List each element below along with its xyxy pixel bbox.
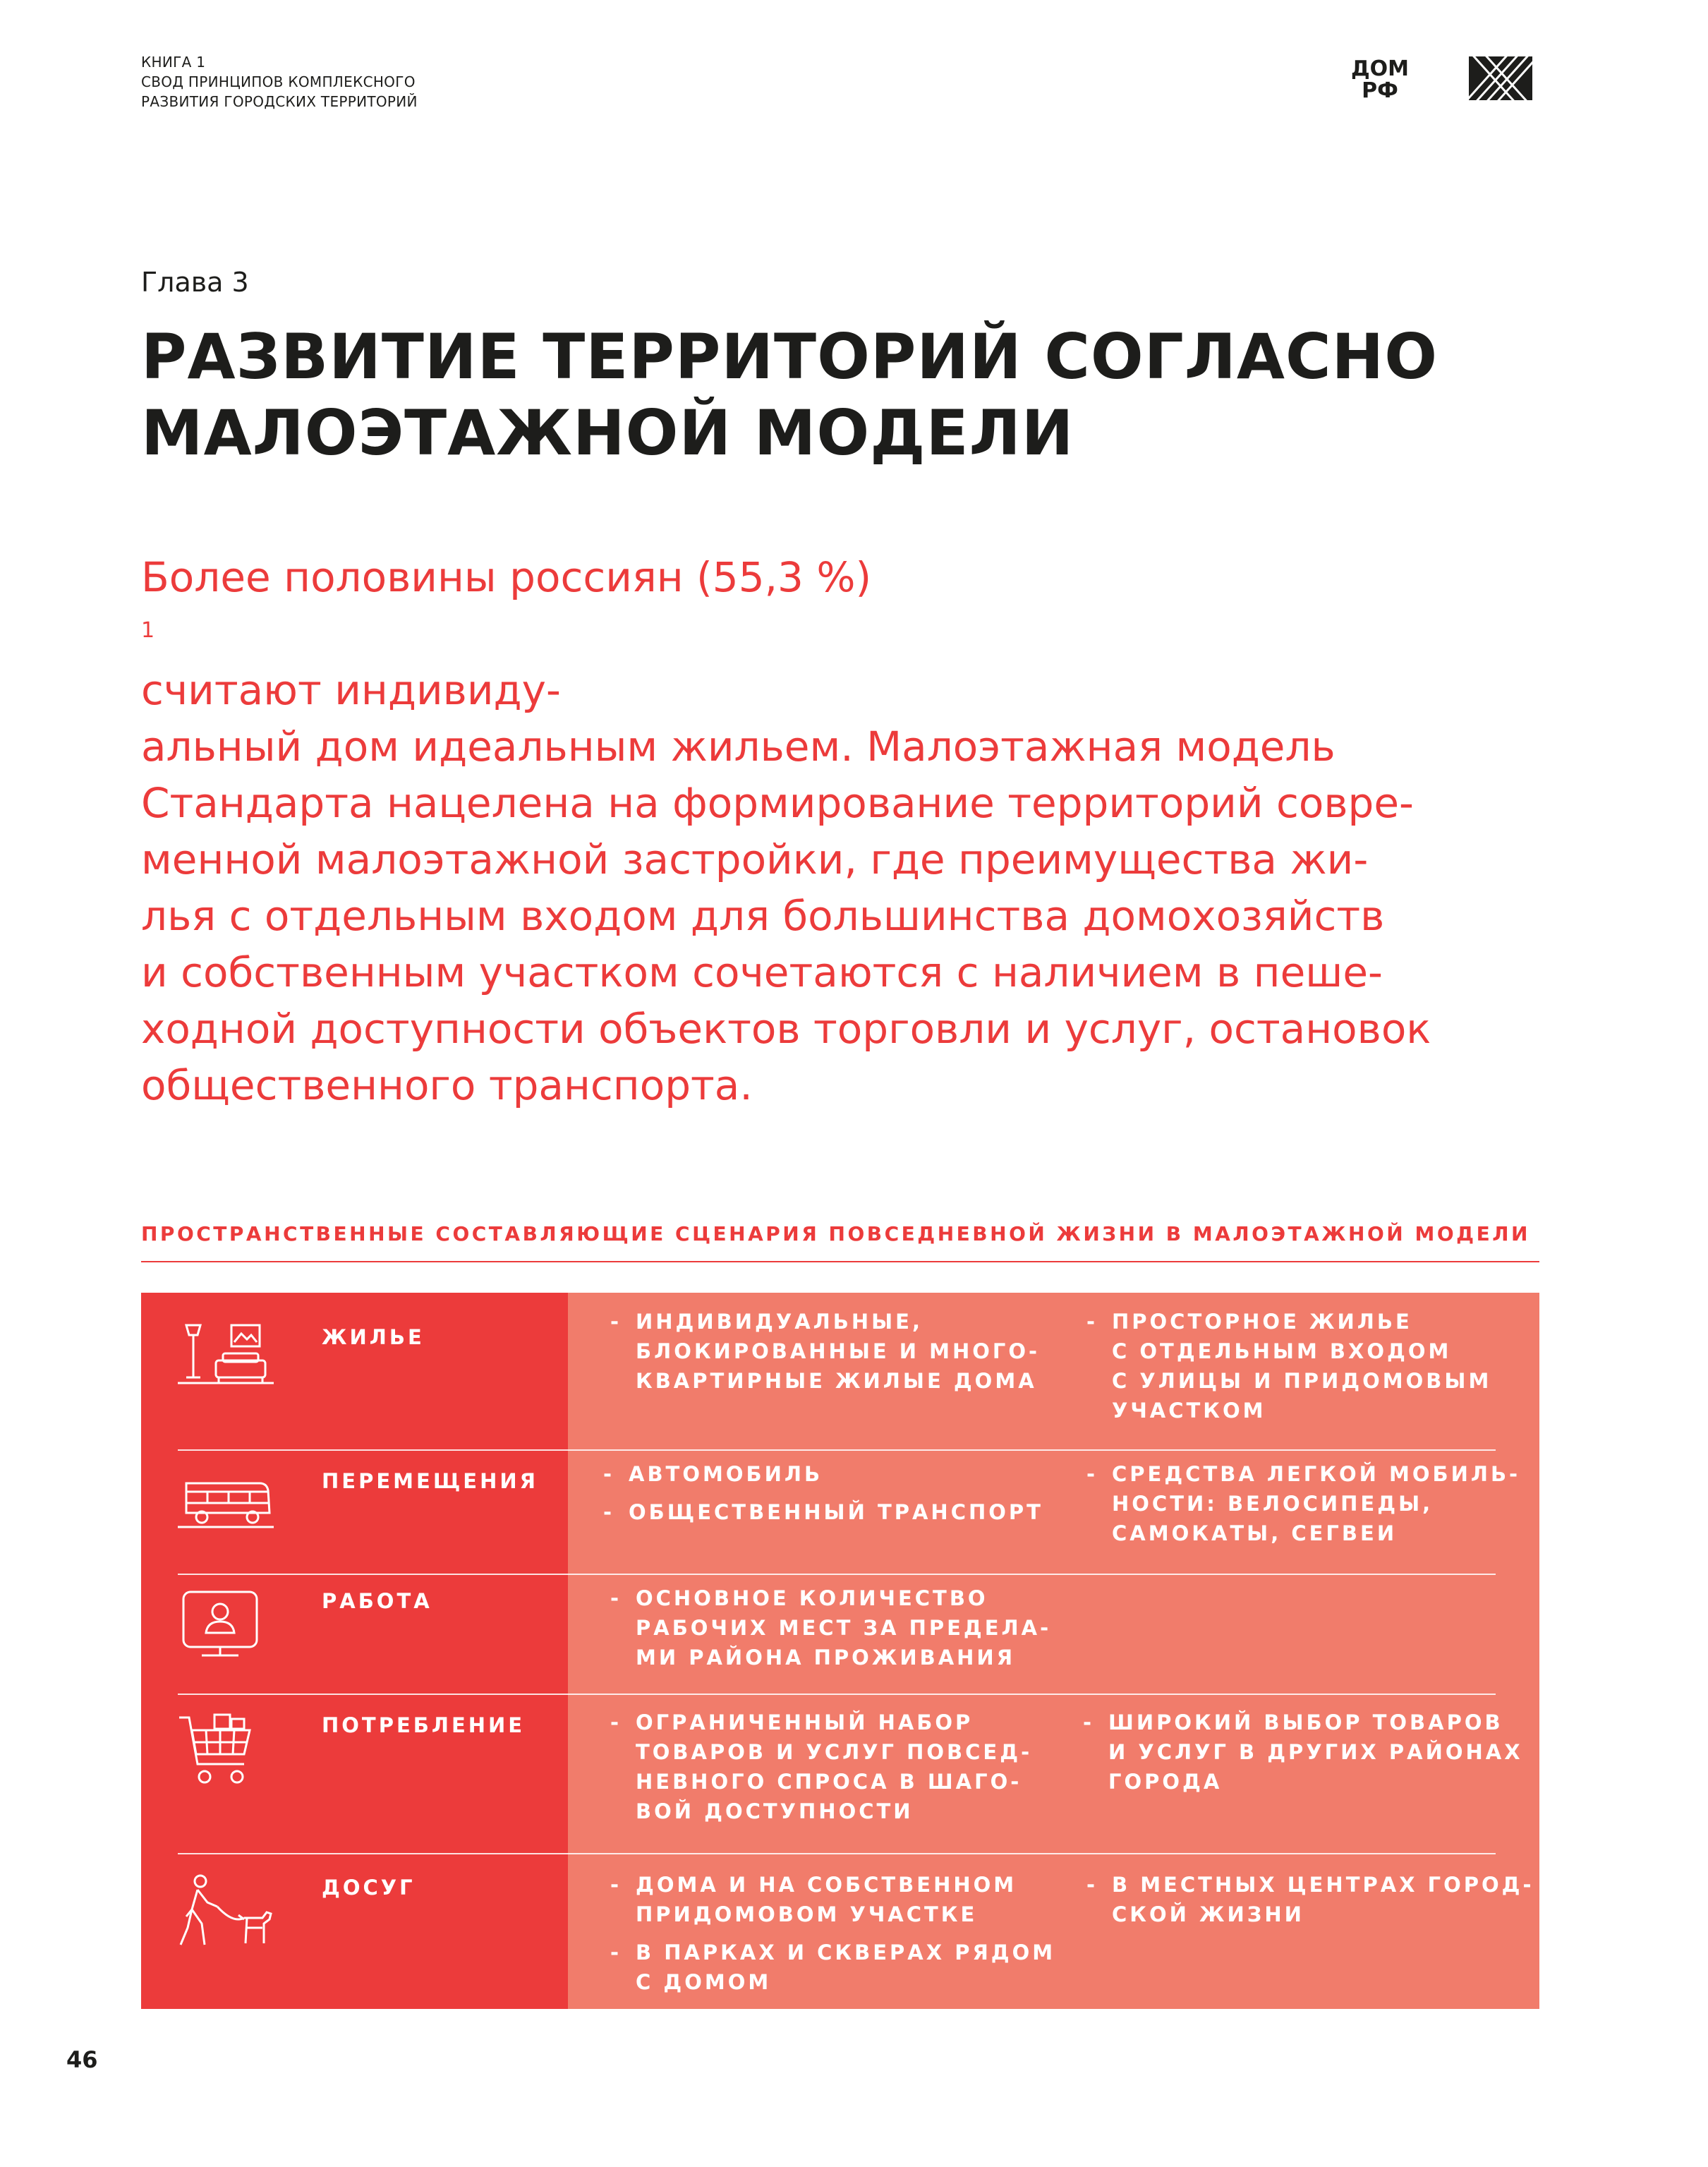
book-header-line: КНИГА 1 <box>141 54 206 71</box>
pattern-logo <box>1469 56 1532 100</box>
table-row-work <box>141 1574 1539 1694</box>
table-row-consumption <box>141 1694 1539 1853</box>
row-label: ЖИЛЬЕ <box>322 1325 425 1349</box>
table-row-leisure <box>141 1853 1539 2009</box>
list-item: - ОГРАНИЧЕННЫЙ НАБОР ТОВАРОВ И УСЛУГ ПОВСЕД- НЕВНОГО СПРОСА В ШАГО- ВОЙ ДОСТУПНОСТИ <box>610 1708 1032 1826</box>
row-label: РАБОТА <box>322 1589 432 1613</box>
list-item: - ДОМА И НА СОБСТВЕННОМ ПРИДОМОВОМ УЧАСТКЕ <box>610 1870 1055 1929</box>
list-item: - В МЕСТНЫХ ЦЕНТРАХ ГОРОД- СКОЙ ЖИЗНИ <box>1086 1870 1534 1929</box>
list-item: - В ПАРКАХ И СКВЕРАХ РЯДОМ С ДОМОМ <box>610 1938 1055 1997</box>
row-col1 <box>610 1307 1040 1404</box>
table-row-housing <box>141 1293 1539 1449</box>
list-item: - ПРОСТОРНОЕ ЖИЛЬЕ С ОТДЕЛЬНЫМ ВХОДОМ С УЛИЦЫ И ПРИДОМОВЫМ УЧАСТКОМ <box>1086 1307 1491 1425</box>
page-number: 46 <box>66 2046 98 2073</box>
row-label: ПОТРЕБЛЕНИЕ <box>322 1713 526 1737</box>
logo-text-top: ДОМ <box>1350 56 1410 81</box>
dom-rf-logo <box>1349 56 1411 100</box>
footnote-ref[interactable]: 1 <box>141 618 155 643</box>
lead-line: лья с отдельным входом для большинства домохозяйств <box>141 892 1385 940</box>
row-col2 <box>1086 1307 1491 1434</box>
list-item: - ИНДИВИДУАЛЬНЫЕ, БЛОКИРОВАННЫЕ И МНОГО- КВАРТИРНЫЕ ЖИЛЫЕ ДОМА <box>610 1307 1040 1396</box>
list-item: - СРЕДСТВА ЛЕГКОЙ МОБИЛЬ- НОСТИ: ВЕЛОСИПЕДЫ, САМОКАТЫ, СЕГВЕИ <box>1086 1459 1520 1548</box>
book-header-line: РАЗВИТИЯ ГОРОДСКИХ ТЕРРИТОРИЙ <box>141 93 418 110</box>
lead-line: общественного транспорта. <box>141 1061 753 1109</box>
row-col2 <box>1083 1708 1523 1805</box>
lead-paragraph <box>141 549 1552 1113</box>
lead-line: ходной доступности объектов торговли и услуг, остановок <box>141 1005 1431 1053</box>
lead-line: и собственным участком сочетаются с наличием в пеше- <box>141 948 1383 996</box>
shopping-cart-icon <box>176 1712 255 1791</box>
row-col1 <box>610 1708 1032 1835</box>
list-item: - ШИРОКИЙ ВЫБОР ТОВАРОВ И УСЛУГ В ДРУГИХ РАЙОНАХ ГОРОДА <box>1083 1708 1523 1797</box>
chapter-title <box>141 319 1482 471</box>
chapter-title-line: РАЗВИТИЕ ТЕРРИТОРИЙ СОГЛАСНО <box>141 320 1439 393</box>
list-item: - ОСНОВНОЕ КОЛИЧЕСТВО РАБОЧИХ МЕСТ ЗА ПРЕДЕЛА- МИ РАЙОНА ПРОЖИВАНИЯ <box>610 1583 1051 1672</box>
monitor-user-icon <box>176 1589 264 1660</box>
lead-text: Более половины россиян (55,3 %) <box>141 553 872 601</box>
section-divider <box>141 1261 1539 1262</box>
row-label: ПЕРЕМЕЩЕНИЯ <box>322 1469 538 1493</box>
housing-icon <box>176 1321 275 1386</box>
lead-line: менной малоэтажной застройки, где преимущества жи- <box>141 835 1369 883</box>
section-caption: ПРОСТРАНСТВЕННЫЕ СОСТАВЛЯЮЩИЕ СЦЕНАРИЯ ПОВСЕДНЕВНОЙ ЖИЗНИ В МАЛОЭТАЖНОЙ МОДЕЛИ <box>141 1222 1530 1245</box>
row-col2 <box>1086 1870 1534 1938</box>
list-item: - ОБЩЕСТВЕННЫЙ ТРАНСПОРТ <box>603 1497 1043 1527</box>
bus-icon <box>176 1476 275 1533</box>
chapter-label: Глава 3 <box>141 267 249 298</box>
chapter-title-line: МАЛОЭТАЖНОЙ МОДЕЛИ <box>141 397 1074 469</box>
lead-line <box>141 549 1552 718</box>
row-col1 <box>610 1870 1055 2005</box>
row-col1 <box>603 1459 1043 1535</box>
book-header-line: СВОД ПРИНЦИПОВ КОМПЛЕКСНОГО <box>141 73 416 90</box>
book-header <box>141 52 418 111</box>
lead-text: считают индивиду- <box>141 666 561 714</box>
row-col2 <box>1086 1459 1520 1557</box>
table-row-mobility <box>141 1449 1539 1574</box>
list-item: - АВТОМОБИЛЬ <box>603 1459 1043 1489</box>
lead-line: Стандарта нацелена на формирование территорий совре- <box>141 779 1414 827</box>
lead-line: альный дом идеальным жильем. Малоэтажная модель <box>141 723 1335 771</box>
logo-text-bottom: РФ <box>1362 78 1398 100</box>
row-label: ДОСУГ <box>322 1876 416 1900</box>
row-col1 <box>610 1583 1051 1681</box>
person-walking-dog-icon <box>176 1874 275 1959</box>
